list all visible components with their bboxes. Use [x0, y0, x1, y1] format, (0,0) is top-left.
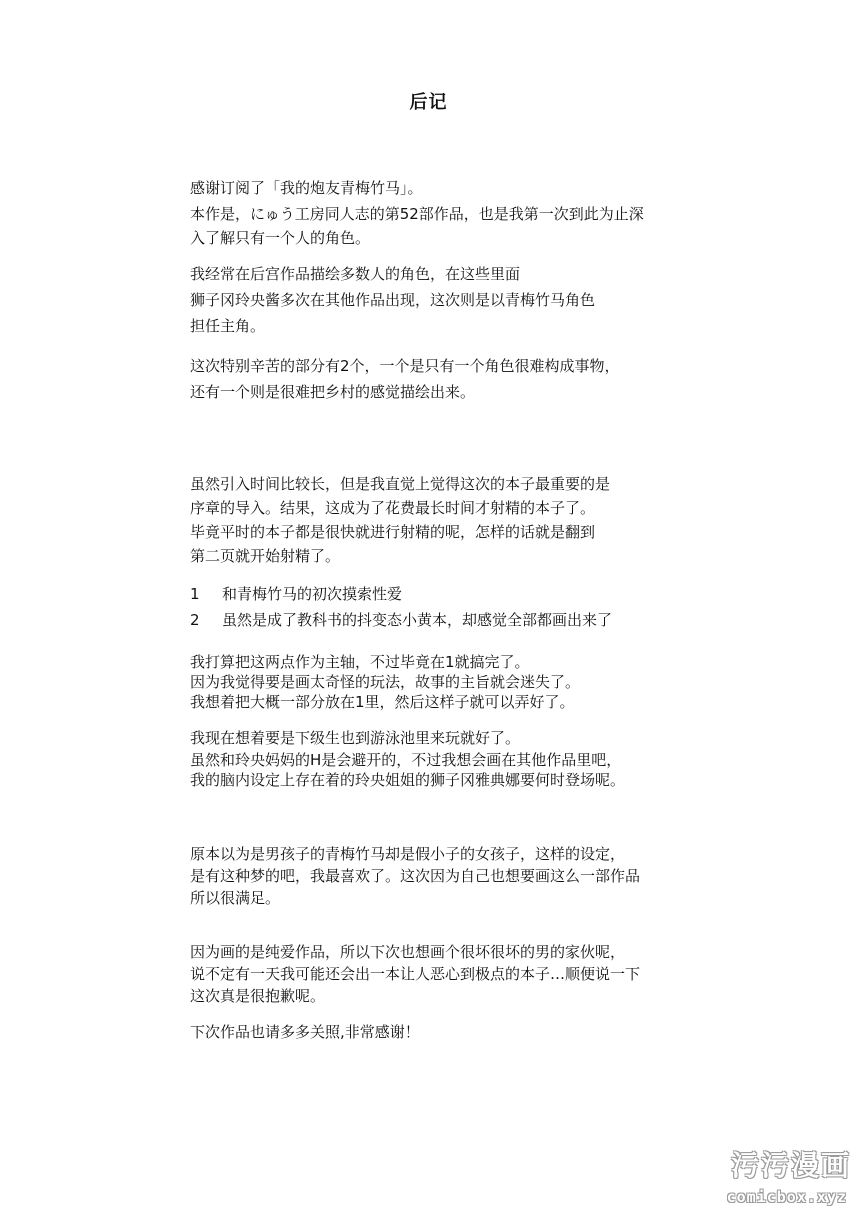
list-item — [190, 610, 612, 630]
text-line: 我想着把大概一部分放在1里，然后这样子就可以弄好了。 — [190, 693, 575, 711]
text-line: 我的脑内设定上存在着的玲央姐姐的狮子冈雅典娜要何时登场呢。 — [190, 771, 626, 789]
text-line: 虽然和玲央妈妈的H是会避开的，不过我想会画在其他作品里吧， — [190, 751, 622, 769]
closing-line: 下次作品也请多多关照,非常感谢！ — [190, 1023, 420, 1041]
text-line: 第二页就开始射精了。 — [190, 547, 341, 565]
text-line: 说不定有一天我可能还会出一本让人恶心到极点的本子…顺便说一下 — [190, 965, 641, 983]
text-line: 担任主角。 — [190, 317, 266, 335]
text-line: 虽然引入时间比较长，但是我直觉上觉得这次的本子最重要的是 — [190, 475, 611, 493]
list-number: 1 — [190, 585, 200, 603]
list-text: 虽然是成了教科书的抖变态小黄本，却感觉全部都画出来了 — [222, 611, 613, 629]
text-line: 所以很满足。 — [190, 889, 281, 907]
text-line: 因为画的是纯爱作品，所以下次也想画个很坏很坏的男的家伙呢， — [190, 943, 626, 961]
text-line: 毕竟平时的本子都是很快就进行射精的呢，怎样的话就是翻到 — [190, 523, 596, 541]
watermark-logo: 污污漫画 — [730, 1149, 851, 1182]
list-text: 和青梅竹马的初次摸索性爱 — [222, 585, 403, 603]
text-line: 这次真是很抱歉呢。 — [190, 987, 326, 1005]
text-line: 还有一个则是很难把乡村的感觉描绘出来。 — [190, 383, 476, 401]
page-title: 后记 — [409, 92, 448, 113]
text-line: 入了解只有一个人的角色。 — [190, 229, 371, 247]
watermark — [691, 1144, 851, 1208]
text-line: 是有这种梦的吧，我最喜欢了。这次因为自己也想要画这么一部作品 — [190, 867, 641, 885]
text-line: 我经常在后宫作品描绘多数人的角色，在这些里面 — [190, 265, 521, 283]
list-number: 2 — [190, 611, 200, 629]
text-line: 感谢订阅了「我的炮友青梅竹马」。 — [190, 179, 423, 197]
text-line: 我打算把这两点作为主轴，不过毕竟在1就搞完了。 — [190, 653, 530, 671]
text-line: 原本以为是男孩子的青梅竹马却是假小子的女孩子，这样的设定， — [190, 845, 626, 863]
text-line: 因为我觉得要是画太奇怪的玩法，故事的主旨就会迷失了。 — [190, 673, 581, 691]
text-line: 序章的导入。结果，这成为了花费最长时间才射精的本子了。 — [190, 499, 596, 517]
list-item — [190, 584, 402, 604]
text-line: 这次特别辛苦的部分有2个，一个是只有一个角色很难构成事物， — [190, 357, 620, 375]
watermark-url: comicbox.xyz — [726, 1188, 847, 1206]
text-line: 本作是，にゅう工房同人志的第52部作品，也是我第一次到此为止深 — [190, 205, 644, 223]
text-line: 我现在想着要是下级生也到游泳池里来玩就好了。 — [190, 729, 521, 747]
text-line: 狮子冈玲央酱多次在其他作品出现，这次则是以青梅竹马角色 — [190, 291, 596, 309]
